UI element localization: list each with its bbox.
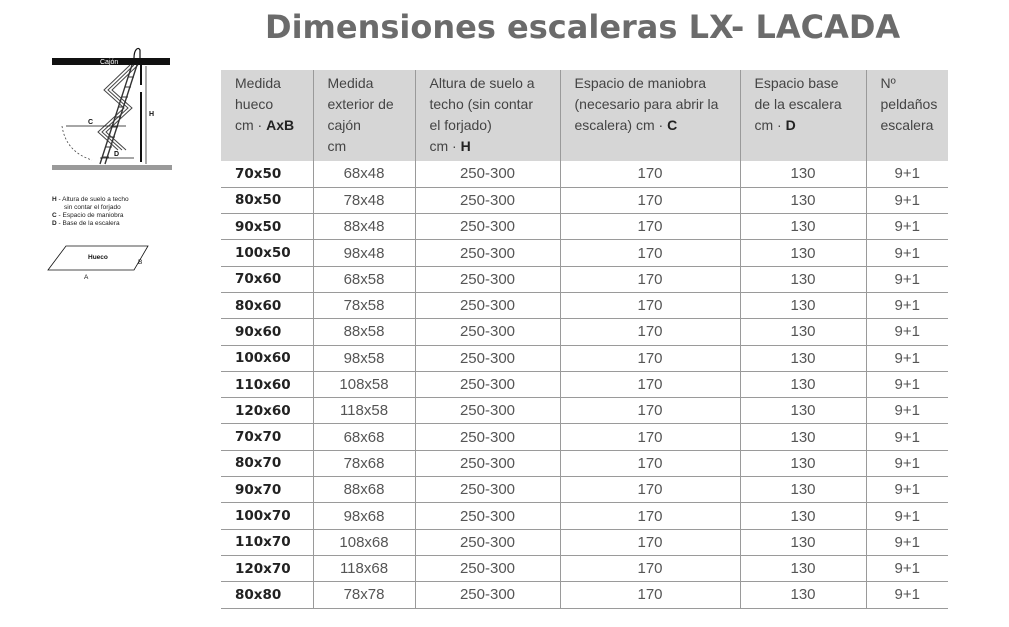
cell-altura: 250-300: [415, 240, 560, 266]
cell-medida-exterior: 88x48: [313, 214, 415, 240]
cell-peldanos: 9+1: [866, 292, 948, 318]
cell-medida-hueco: 70x70: [221, 424, 313, 450]
cell-medida-hueco: 70x60: [221, 266, 313, 292]
cell-peldanos: 9+1: [866, 240, 948, 266]
legend-item-h: H - Altura de suelo a techo: [52, 196, 129, 203]
page-title: Dimensiones escaleras LX- LACADA: [265, 8, 901, 46]
cell-espacio-maniobra: 170: [560, 187, 740, 213]
cell-peldanos: 9+1: [866, 424, 948, 450]
cell-altura: 250-300: [415, 555, 560, 581]
hueco-diagram: [46, 244, 154, 284]
cell-espacio-base: 130: [740, 345, 866, 371]
cell-espacio-base: 130: [740, 582, 866, 608]
cell-altura: 250-300: [415, 424, 560, 450]
table-body: [221, 161, 948, 608]
cell-espacio-maniobra: 170: [560, 529, 740, 555]
legend-item-h-cont: sin contar el forjado: [64, 204, 121, 211]
cell-medida-exterior: 108x68: [313, 529, 415, 555]
cell-espacio-base: 130: [740, 240, 866, 266]
cell-altura: 250-300: [415, 450, 560, 476]
diagram-legend: [52, 196, 129, 228]
table-row: [221, 292, 948, 318]
cell-espacio-base: 130: [740, 292, 866, 318]
cell-altura: 250-300: [415, 161, 560, 187]
cell-espacio-maniobra: 170: [560, 371, 740, 397]
cell-altura: 250-300: [415, 187, 560, 213]
cell-espacio-base: 130: [740, 319, 866, 345]
c-label: C: [88, 119, 94, 126]
table-header-row: [221, 70, 948, 161]
cell-espacio-base: 130: [740, 555, 866, 581]
cell-peldanos: 9+1: [866, 371, 948, 397]
table-row: [221, 345, 948, 371]
table-row: [221, 555, 948, 581]
cell-altura: 250-300: [415, 214, 560, 240]
cell-peldanos: 9+1: [866, 477, 948, 503]
cell-espacio-base: 130: [740, 371, 866, 397]
cell-espacio-base: 130: [740, 424, 866, 450]
cell-altura: 250-300: [415, 266, 560, 292]
cell-altura: 250-300: [415, 345, 560, 371]
cell-espacio-base: 130: [740, 503, 866, 529]
cell-altura: 250-300: [415, 398, 560, 424]
cell-medida-exterior: 78x78: [313, 582, 415, 608]
cell-altura: 250-300: [415, 292, 560, 318]
hueco-a-label: A: [84, 274, 89, 281]
cell-medida-exterior: 98x68: [313, 503, 415, 529]
cell-medida-hueco: 80x60: [221, 292, 313, 318]
table-row: [221, 398, 948, 424]
d-label: D: [114, 151, 120, 158]
cell-espacio-base: 130: [740, 398, 866, 424]
cell-peldanos: 9+1: [866, 503, 948, 529]
cell-altura: 250-300: [415, 371, 560, 397]
cell-peldanos: 9+1: [866, 319, 948, 345]
cell-medida-hueco: 90x50: [221, 214, 313, 240]
cell-espacio-base: 130: [740, 214, 866, 240]
hueco-label: Hueco: [88, 254, 108, 261]
header-medida-hueco: Medida hueco cm · AxB: [221, 70, 313, 161]
cell-peldanos: 9+1: [866, 398, 948, 424]
cell-altura: 250-300: [415, 529, 560, 555]
cell-espacio-maniobra: 170: [560, 240, 740, 266]
cell-medida-exterior: 78x48: [313, 187, 415, 213]
cell-medida-exterior: 68x58: [313, 266, 415, 292]
table-row: [221, 240, 948, 266]
table-row: [221, 266, 948, 292]
cell-medida-hueco: 100x60: [221, 345, 313, 371]
cell-espacio-base: 130: [740, 529, 866, 555]
cell-espacio-base: 130: [740, 477, 866, 503]
cell-peldanos: 9+1: [866, 187, 948, 213]
cell-espacio-base: 130: [740, 161, 866, 187]
cell-altura: 250-300: [415, 503, 560, 529]
cell-espacio-maniobra: 170: [560, 398, 740, 424]
cell-peldanos: 9+1: [866, 345, 948, 371]
cell-peldanos: 9+1: [866, 161, 948, 187]
cell-espacio-maniobra: 170: [560, 266, 740, 292]
cell-espacio-maniobra: 170: [560, 319, 740, 345]
cell-medida-hueco: 110x60: [221, 371, 313, 397]
cell-medida-hueco: 80x70: [221, 450, 313, 476]
table-row: [221, 214, 948, 240]
dimensions-table: [221, 70, 948, 609]
table-row: [221, 371, 948, 397]
header-espacio-maniobra: Espacio de maniobra (necesario para abrir la escalera) cm · C: [560, 70, 740, 161]
legend-item-c: C - Espacio de maniobra: [52, 212, 124, 219]
cell-peldanos: 9+1: [866, 582, 948, 608]
table-row: [221, 582, 948, 608]
cajon-label: Cajón: [100, 59, 119, 66]
h-label: H: [149, 111, 155, 118]
cell-peldanos: 9+1: [866, 214, 948, 240]
table-row: [221, 529, 948, 555]
cell-medida-exterior: 118x58: [313, 398, 415, 424]
cell-espacio-maniobra: 170: [560, 424, 740, 450]
cell-altura: 250-300: [415, 319, 560, 345]
cell-espacio-maniobra: 170: [560, 161, 740, 187]
cell-medida-exterior: 98x58: [313, 345, 415, 371]
cell-medida-exterior: 68x48: [313, 161, 415, 187]
cell-medida-exterior: 68x68: [313, 424, 415, 450]
cell-medida-exterior: 108x58: [313, 371, 415, 397]
cell-medida-exterior: 98x48: [313, 240, 415, 266]
cell-altura: 250-300: [415, 477, 560, 503]
cell-medida-hueco: 100x50: [221, 240, 313, 266]
cell-medida-hueco: 110x70: [221, 529, 313, 555]
hueco-b-label: B: [138, 259, 143, 266]
cell-medida-exterior: 78x58: [313, 292, 415, 318]
cell-espacio-maniobra: 170: [560, 477, 740, 503]
cell-peldanos: 9+1: [866, 450, 948, 476]
cell-medida-exterior: 118x68: [313, 555, 415, 581]
cell-espacio-base: 130: [740, 187, 866, 213]
cell-medida-hueco: 90x60: [221, 319, 313, 345]
cell-espacio-base: 130: [740, 450, 866, 476]
ladder-diagram: [48, 42, 178, 177]
cell-espacio-maniobra: 170: [560, 345, 740, 371]
cell-medida-hueco: 100x70: [221, 503, 313, 529]
header-medida-exterior: Medida exterior de cajón cm: [313, 70, 415, 161]
cell-espacio-maniobra: 170: [560, 292, 740, 318]
cell-peldanos: 9+1: [866, 529, 948, 555]
cell-altura: 250-300: [415, 582, 560, 608]
cell-medida-exterior: 88x68: [313, 477, 415, 503]
header-espacio-base: Espacio base de la escalera cm · D: [740, 70, 866, 161]
cell-espacio-maniobra: 170: [560, 214, 740, 240]
cell-espacio-maniobra: 170: [560, 503, 740, 529]
cell-medida-hueco: 120x60: [221, 398, 313, 424]
cell-peldanos: 9+1: [866, 266, 948, 292]
cell-medida-hueco: 80x80: [221, 582, 313, 608]
cell-espacio-maniobra: 170: [560, 582, 740, 608]
cell-medida-exterior: 78x68: [313, 450, 415, 476]
header-peldanos: Nº peldaños escalera: [866, 70, 948, 161]
table-row: [221, 503, 948, 529]
cell-peldanos: 9+1: [866, 555, 948, 581]
cell-medida-hueco: 70x50: [221, 161, 313, 187]
cell-espacio-base: 130: [740, 266, 866, 292]
cell-espacio-maniobra: 170: [560, 450, 740, 476]
cell-espacio-maniobra: 170: [560, 555, 740, 581]
table-row: [221, 187, 948, 213]
table-row: [221, 450, 948, 476]
table-row: [221, 424, 948, 450]
legend-item-d: D - Base de la escalera: [52, 220, 120, 227]
table-row: [221, 477, 948, 503]
table-row: [221, 319, 948, 345]
header-altura: Altura de suelo a techo (sin contar el forjado) cm · H: [415, 70, 560, 161]
cell-medida-hueco: 80x50: [221, 187, 313, 213]
cell-medida-exterior: 88x58: [313, 319, 415, 345]
cell-medida-hueco: 120x70: [221, 555, 313, 581]
cell-medida-hueco: 90x70: [221, 477, 313, 503]
table-row: [221, 161, 948, 187]
